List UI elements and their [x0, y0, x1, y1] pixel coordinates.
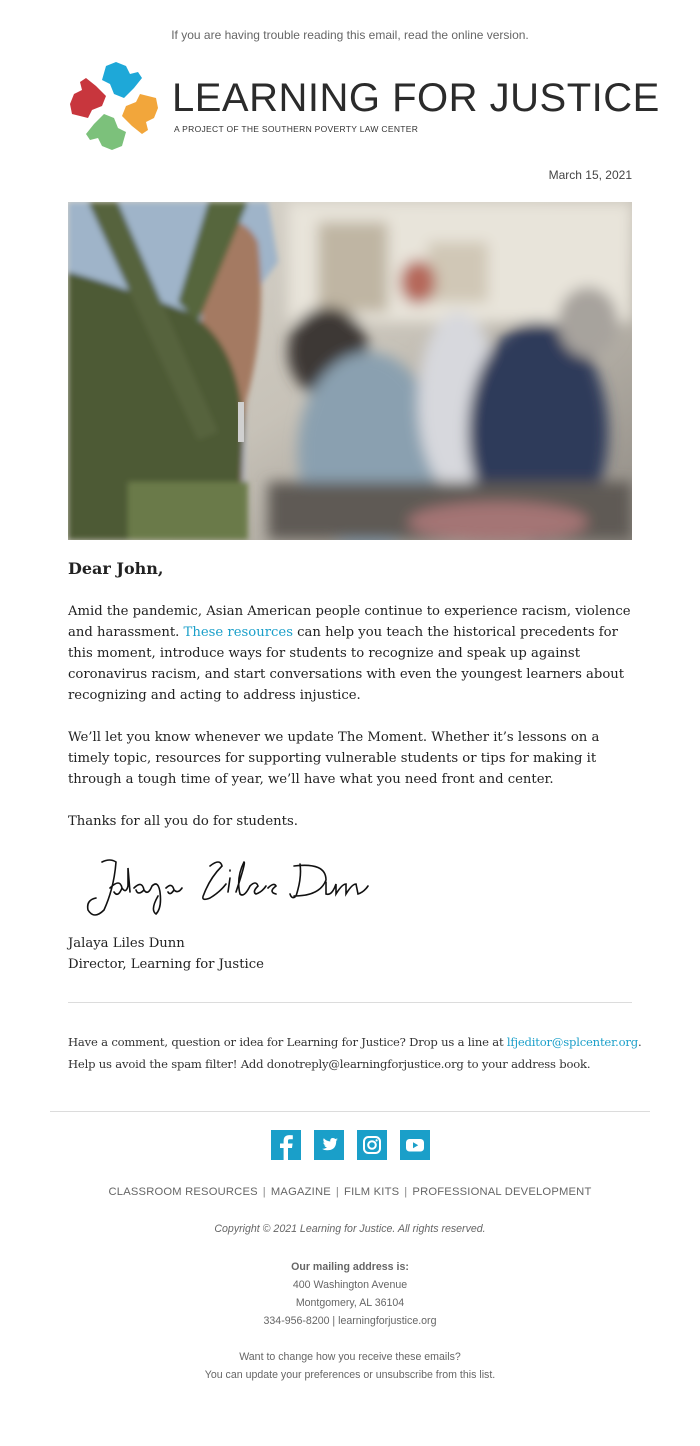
- professional-development-link[interactable]: PROFESSIONAL DEVELOPMENT: [412, 1186, 592, 1198]
- nav-separator: |: [262, 1186, 266, 1198]
- paragraph-1-text-b: can help you teach the historical precedents for this moment, introduce ways for students to recognize and speak up against coronavirus racism, and start conversations with even the youngest learners about recognizing and acting to address injustice.: [68, 625, 625, 703]
- online-version-link[interactable]: If you are having trouble reading this email, read the online version.: [171, 28, 529, 42]
- signer-block: [68, 933, 264, 975]
- facebook-icon: [271, 1130, 301, 1160]
- paragraph-3: Thanks for all you do for students.: [68, 814, 298, 829]
- signer-title: Director, Learning for Justice: [68, 957, 264, 972]
- twitter-icon: [314, 1130, 344, 1160]
- hero-image[interactable]: [68, 202, 632, 540]
- contact-text: Have a comment, question or idea for Learning for Justice? Drop us a line at: [68, 1035, 507, 1049]
- brand-subtitle: A PROJECT OF THE SOUTHERN POVERTY LAW CENTER: [174, 124, 419, 134]
- instagram-button[interactable]: [357, 1130, 387, 1160]
- classroom-resources-link[interactable]: CLASSROOM RESOURCES: [108, 1186, 258, 1198]
- signature-image: [80, 848, 370, 928]
- facebook-button[interactable]: [271, 1130, 301, 1160]
- film-kits-link[interactable]: FILM KITS: [344, 1186, 400, 1198]
- update-preferences-link[interactable]: You can update your preferences or unsubscribe from this list.: [204, 1369, 496, 1381]
- preheader: [0, 28, 700, 42]
- nav-separator: |: [404, 1186, 408, 1198]
- prefs-question: Want to change how you receive these emails?: [239, 1351, 461, 1363]
- email-preferences: [0, 1348, 700, 1384]
- email-date: March 15, 2021: [548, 168, 632, 182]
- address-street: 400 Washington Avenue: [292, 1279, 408, 1291]
- contact-line-1: [68, 1031, 642, 1053]
- editor-email-link[interactable]: lfjeditor@splcenter.org: [506, 1035, 638, 1049]
- instagram-icon: [357, 1130, 387, 1160]
- paragraph-1: [68, 601, 632, 706]
- youtube-button[interactable]: [400, 1130, 430, 1160]
- signer-name: Jalaya Liles Dunn: [68, 936, 185, 951]
- brand-title: LEARNING FOR JUSTICE: [172, 76, 660, 120]
- contact-info: [68, 1031, 642, 1075]
- contact-line-2: Help us avoid the spam filter! Add donotreply@learningforjustice.org to your address book.: [68, 1057, 591, 1071]
- hands-logo-icon: [68, 60, 160, 152]
- address-city: Montgomery, AL 36104: [295, 1297, 405, 1309]
- divider: [68, 1002, 632, 1003]
- nav-separator: |: [335, 1186, 340, 1198]
- brand-logo[interactable]: [68, 60, 660, 152]
- address-phone-web: 334-956-8200 | learningforjustice.org: [263, 1315, 437, 1327]
- twitter-button[interactable]: [314, 1130, 344, 1160]
- greeting: Dear John,: [68, 559, 164, 578]
- these-resources-link[interactable]: These resources: [183, 625, 293, 640]
- youtube-icon: [400, 1130, 430, 1160]
- mailing-address: [0, 1258, 700, 1330]
- social-links: [0, 1130, 700, 1160]
- paragraph-2: We’ll let you know whenever we update The Moment. Whether it’s lessons on a timely topic, resources for supporting vulnerable students or tips for making it through a tough time of year, we’ll have what you need front and center.: [68, 730, 600, 787]
- contact-period: .: [637, 1035, 642, 1049]
- copyright: Copyright © 2021 Learning for Justice. All rights reserved.: [214, 1223, 486, 1235]
- paragraph-1-text-a: Amid the pandemic, Asian American people continue to experience racism, violence and harassment.: [68, 604, 631, 640]
- magazine-link[interactable]: MAGAZINE: [270, 1186, 331, 1198]
- letter-body: [68, 557, 632, 853]
- classroom-photo: [68, 202, 632, 540]
- footer-nav: [0, 1186, 700, 1198]
- footer-divider: [50, 1111, 650, 1112]
- address-label: Our mailing address is:: [291, 1261, 409, 1273]
